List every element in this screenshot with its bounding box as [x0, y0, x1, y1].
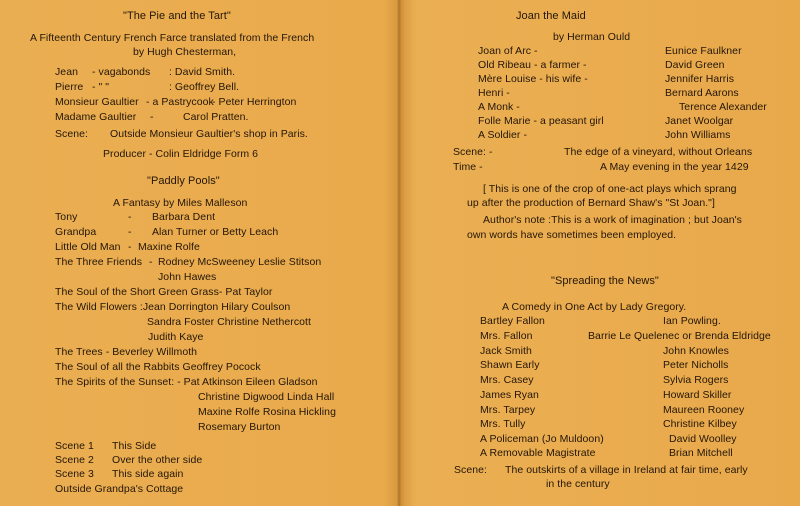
paddly-scene-note: Outside Grandpa's Cottage: [55, 483, 184, 495]
paddly-subtitle: A Fantasy by Miles Malleson: [113, 197, 248, 209]
cast-role: Mère Louise - his wife -: [478, 73, 588, 85]
cast-actor: Rodney McSweeney Leslie Stitson: [158, 256, 322, 268]
cast-actor: John Knowles: [663, 345, 729, 357]
cast-actor: Carol Pratten.: [183, 111, 249, 123]
cast-role: Joan of Arc -: [478, 45, 538, 57]
left-page: [0, 0, 397, 506]
cast-role-note: - a Pastrycook: [146, 96, 214, 108]
paddly-line: Sandra Foster Christine Nethercott: [147, 316, 311, 328]
joan-time: A May evening in the year 1429: [600, 161, 749, 173]
news-subtitle: A Comedy in One Act by Lady Gregory.: [502, 301, 687, 313]
joan-note: up after the production of Bernard Shaw's "St Joan."]: [467, 197, 715, 209]
cast-role: Mrs. Casey: [480, 374, 534, 386]
cast-role: Shawn Early: [480, 359, 540, 371]
cast-role: Little Old Man: [55, 241, 121, 253]
cast-role-note: -: [128, 211, 132, 223]
cast-actor: David Woolley: [669, 433, 737, 445]
joan-note: [ This is one of the crop of one-act plays which sprang: [483, 183, 737, 195]
cast-role: A Removable Magistrate: [480, 447, 596, 459]
paddly-line: Judith Kaye: [148, 331, 204, 343]
cast-role: A Monk -: [478, 101, 520, 113]
joan-note: Author's note :This is a work of imagination ; but Joan's: [483, 214, 742, 226]
paddly-line: The Trees - Beverley Willmoth: [55, 346, 198, 358]
cast-actor: Sylvia Rogers: [663, 374, 729, 386]
cast-role-note: -: [149, 256, 153, 268]
cast-actor: David Green: [665, 59, 725, 71]
cast-role: Mrs. Tarpey: [480, 404, 536, 416]
cast-role: The Three Friends: [55, 256, 143, 268]
paddly-line: The Soul of the Short Green Grass- Pat Taylor: [55, 286, 273, 298]
cast-actor: Howard Skiller: [663, 389, 732, 401]
joan-title: Joan the Maid: [516, 10, 586, 22]
cast-actor: Alan Turner or Betty Leach: [152, 226, 279, 238]
cast-actor: : David Smith.: [169, 66, 236, 78]
pie-producer: Producer - Colin Eldridge Form 6: [103, 148, 259, 160]
cast-role: Henri -: [478, 87, 510, 99]
joan-scene-label: Scene: -: [453, 146, 493, 158]
cast-role: A Policeman (Jo Muldoon): [480, 433, 604, 445]
paddly-line: Christine Digwood Linda Hall: [198, 391, 335, 403]
pie-scene-label: Scene:: [55, 128, 88, 140]
joan-author: by Herman Ould: [553, 31, 631, 43]
joan-scene: The edge of a vineyard, without Orleans: [564, 146, 753, 158]
cast-actor: Bernard Aarons: [665, 87, 739, 99]
cast-role-note: - vagabonds: [92, 66, 151, 78]
cast-role: Monsieur Gaultier: [55, 96, 139, 108]
scene-label: Scene 1: [55, 440, 94, 452]
news-title: "Spreading the News": [551, 275, 659, 287]
pie-subtitle: A Fifteenth Century French Farce translated from the French: [30, 32, 315, 44]
cast-actor: Christine Kilbey: [663, 418, 737, 430]
cast-actor: - Peter Herrington: [212, 96, 297, 108]
cast-role-note: -: [128, 226, 132, 238]
news-scene: The outskirts of a village in Ireland at fair time, early: [505, 464, 748, 476]
cast-role: Old Ribeau - a farmer -: [478, 59, 587, 71]
news-scene-cont: in the century: [546, 478, 610, 490]
scene-text: This Side: [112, 440, 157, 452]
paddly-line: Maxine Rolfe Rosina Hickling: [198, 406, 336, 418]
cast-role: Bartley Fallon: [480, 315, 545, 327]
pie-author: by Hugh Chesterman,: [133, 46, 237, 58]
scene-text: Over the other side: [112, 454, 203, 466]
cast-actor: Terence Alexander: [679, 101, 767, 113]
cast-role: A Soldier -: [478, 129, 527, 141]
cast-role: Folle Marie - a peasant girl: [478, 115, 604, 127]
cast-role: Jack Smith: [480, 345, 532, 357]
cast-actor: Janet Woolgar: [665, 115, 734, 127]
cast-role: Mrs. Fallon: [480, 330, 533, 342]
cast-role: Mrs. Tully: [480, 418, 526, 430]
cast-role: James Ryan: [480, 389, 539, 401]
scene-label: Scene 2: [55, 454, 94, 466]
paddly-line: The Soul of all the Rabbits Geoffrey Pocock: [55, 361, 261, 373]
cast-role: Grandpa: [55, 226, 97, 238]
cast-actor: : Geoffrey Bell.: [169, 81, 240, 93]
cast-actor: Peter Nicholls: [663, 359, 729, 371]
scene-label: Scene 3: [55, 468, 94, 480]
paddly-line: John Hawes: [158, 271, 217, 283]
paddly-title: "Paddly Pools": [147, 175, 220, 187]
cast-role: Jean: [55, 66, 78, 78]
cast-role-note: -: [128, 241, 132, 253]
scene-text: This side again: [112, 468, 184, 480]
cast-actor: Maxine Rolfe: [138, 241, 200, 253]
paddly-line: The Wild Flowers :Jean Dorrington Hilary Coulson: [55, 301, 291, 313]
right-page: [401, 0, 800, 506]
paddly-line: Rosemary Burton: [198, 421, 281, 433]
cast-actor: Brian Mitchell: [669, 447, 733, 459]
cast-actor: Eunice Faulkner: [665, 45, 742, 57]
cast-role-note: - " ": [92, 81, 110, 93]
cast-actor: Maureen Rooney: [663, 404, 745, 416]
cast-role: Madame Gaultier: [55, 111, 137, 123]
pie-title: "The Pie and the Tart": [123, 10, 231, 22]
cast-actor: John Williams: [665, 129, 731, 141]
news-scene-label: Scene:: [454, 464, 487, 476]
cast-actor: Barbara Dent: [152, 211, 216, 223]
cast-role: Pierre: [55, 81, 84, 93]
pie-scene: Outside Monsieur Gaultier's shop in Paris.: [110, 128, 308, 140]
cast-actor: Barrie Le Quelenec or Brenda Eldridge: [588, 330, 771, 342]
cast-actor: Jennifer Harris: [665, 73, 735, 85]
cast-role-note: -: [150, 111, 154, 123]
cast-actor: Ian Powling.: [663, 315, 721, 327]
joan-time-label: Time -: [453, 161, 483, 173]
cast-role: Tony: [55, 211, 78, 223]
joan-note: own words have sometimes been employed.: [467, 229, 677, 241]
paddly-line: The Spirits of the Sunset: - Pat Atkinson Eileen Gladson: [55, 376, 318, 388]
